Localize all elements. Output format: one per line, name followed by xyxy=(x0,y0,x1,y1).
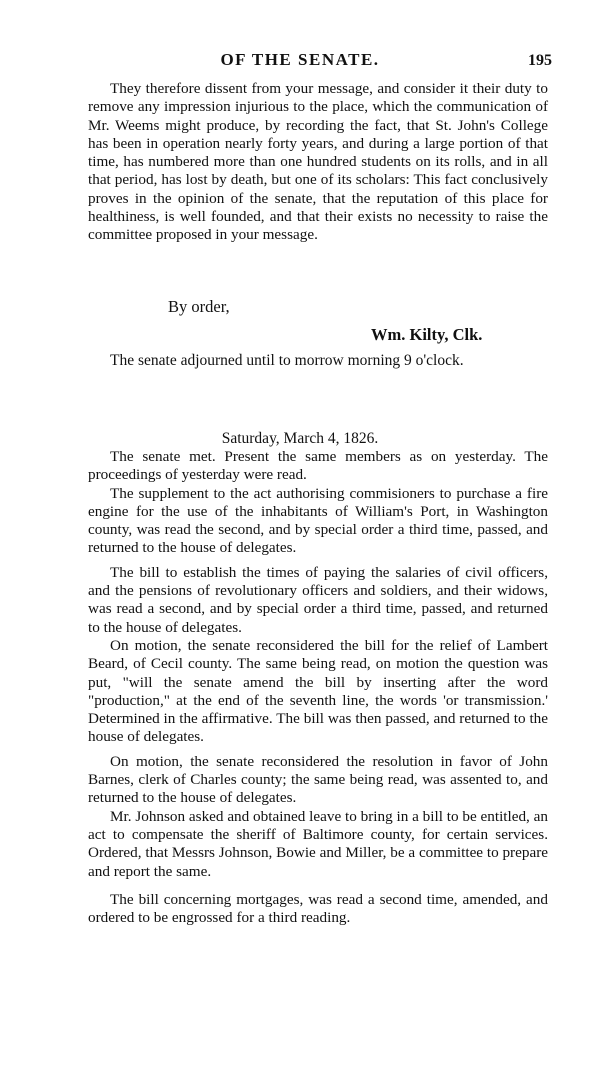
page-number: 195 xyxy=(528,52,552,69)
proceedings-paragraph: On motion, the senate reconsidered the bill for the relief of Lambert Beard, of Cecil county. The same being read, on motion the question was put, "will the senate amend the bill by inserting after the word "production," at the end of the seventh line, the words 'or transmission.' Determined in the affirmative. The bill was then passed, and returned to the house of delegates. xyxy=(88,636,548,746)
proceedings-paragraph: The senate met. Present the same members as on yesterday. The proceedings of yesterday were read. xyxy=(88,448,548,484)
proceedings-block xyxy=(88,448,548,927)
page-header xyxy=(0,50,600,74)
by-order-text: By order, xyxy=(168,297,230,316)
proceedings-paragraph: The bill to establish the times of paying the salaries of civil officers, and the pensions of revolutionary officers and soldiers, and their widows, was read a second, and by special order a third time, passed, and returned to the house of delegates. xyxy=(88,563,548,636)
proceedings-paragraph: The supplement to the act authorising commisioners to purchase a fire engine for the use of the inhabitants of William's Port, in Washington county, was read the second, and by special order a third time, passed, and returned to the house of delegates. xyxy=(88,484,548,557)
proceedings-paragraph: Mr. Johnson asked and obtained leave to bring in a bill to be entitled, an act to compensate the sheriff of Baltimore county, for certain services. Ordered, that Messrs Johnson, Bowie and Miller, be a committee to prepare and report the same. xyxy=(88,807,548,880)
running-head: OF THE SENATE. xyxy=(220,50,380,69)
adjournment-block xyxy=(88,352,548,370)
adjournment-text: The senate adjourned until to morrow morning 9 o'clock. xyxy=(110,352,464,369)
session-date: Saturday, March 4, 1826. xyxy=(221,430,379,447)
dissent-paragraph-block xyxy=(88,80,548,245)
dissent-paragraph: They therefore dissent from your message, and consider it their duty to remove any impression injurious to the place, which the communication of Mr. Weems might produce, by recording the fact, that St. John's College has been in operation nearly forty years, and during a large portion of that time, has numbered more than one hundred students on its rolls, and in all that period, has lost by death, but one of its scholars: This fact conclusively proves in the opinion of the senate, that the reputation of this place for healthiness, is well founded, and that their exists no necessity to raise the committee proposed in your message. xyxy=(88,80,548,244)
proceedings-paragraph: The bill concerning mortgages, was read a second time, amended, and ordered to be engrossed for a third reading. xyxy=(88,890,548,927)
proceedings-paragraph: On motion, the senate reconsidered the resolution in favor of John Barnes, clerk of Charles county; the same being read, was assented to, and returned to the house of delegates. xyxy=(88,752,548,807)
clerk-signature: Wm. Kilty, Clk. xyxy=(371,325,483,344)
